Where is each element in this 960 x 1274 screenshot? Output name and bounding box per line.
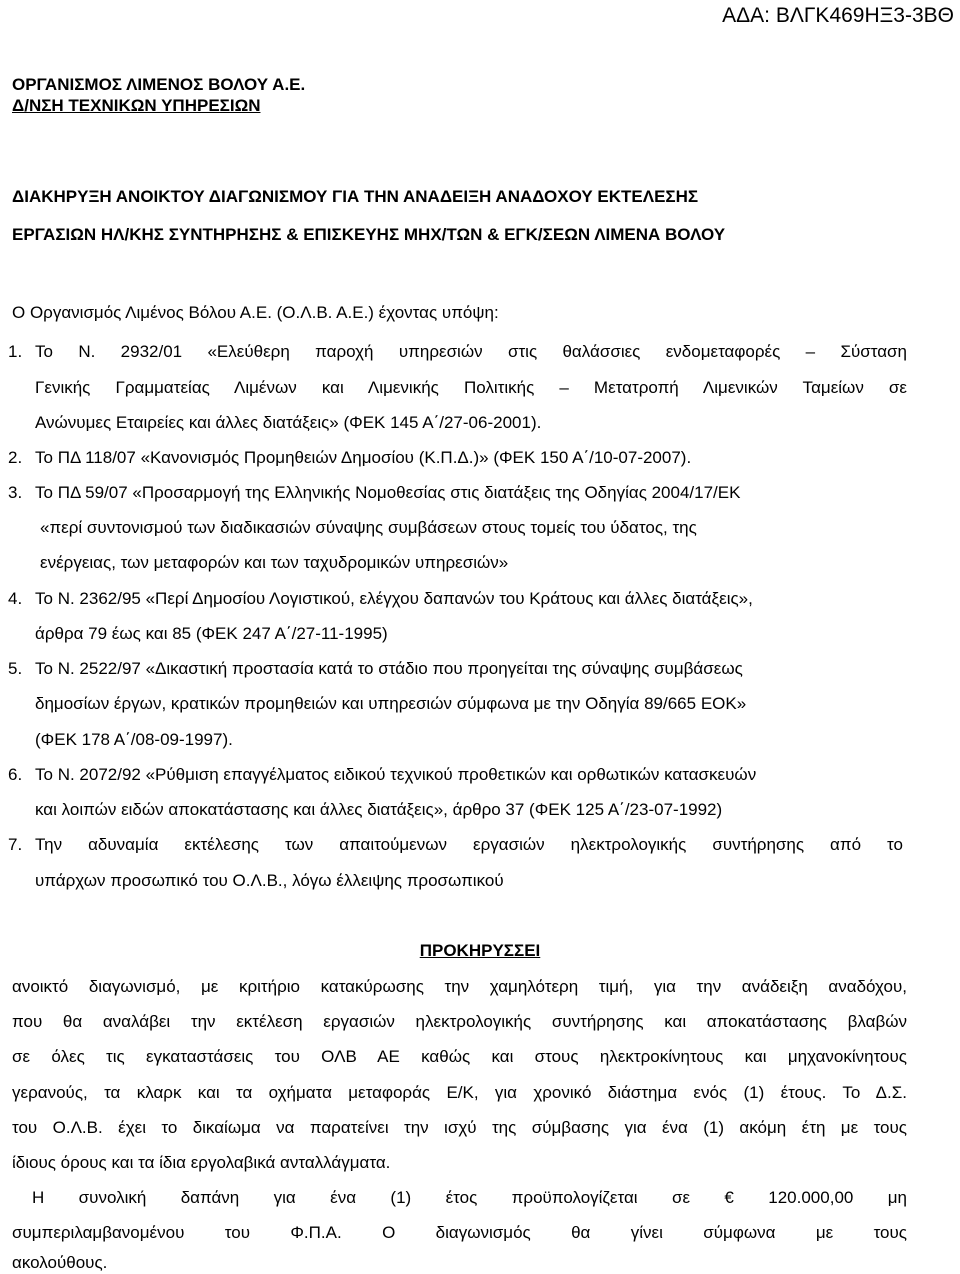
cost-line-2: συμπεριλαμβανομένου του Φ.Π.Α. Ο διαγωνισμός θα γίνει σύμφωνα με τους	[12, 1223, 907, 1242]
intro-text: Ο Οργανισμός Λιμένος Βόλου Α.Ε. (Ο.Λ.Β. Α.Ε.) έχοντας υπόψη:	[12, 303, 499, 322]
proclaims-heading: ΠΡΟΚΗΡΥΣΣΕΙ	[419, 941, 541, 960]
item-3-line-1: Το ΠΔ 59/07 «Προσαρμογή της Ελληνικής Νομοθεσίας στις διατάξεις της Οδηγίας 2004/17/ΕΚ	[35, 483, 741, 502]
item-number: 2.	[8, 448, 23, 467]
item-5-line-3: (ΦΕΚ 178 Α΄/08-09-1997).	[35, 730, 233, 749]
department-name: Δ/ΝΣΗ ΤΕΧΝΙΚΩΝ ΥΠΗΡΕΣΙΩΝ	[12, 96, 261, 115]
item-6-line-2: και λοιπών ειδών αποκατάστασης και άλλες διατάξεις», άρθρο 37 (ΦΕΚ 125 Α΄/23-07-1992)	[35, 800, 723, 819]
item-7-line-1: Την αδυναμία εκτέλεσης των απαιτούμενων εργασιών ηλεκτρολογικής συντήρησης από το	[35, 835, 903, 854]
item-7-line-2: υπάρχων προσωπικό του Ο.Λ.Β., λόγω έλλειψης προσωπικού	[35, 871, 504, 890]
item-number: 4.	[8, 589, 23, 608]
item-number: 7.	[8, 835, 23, 854]
body-line-1: ανοικτό διαγωνισμό, με κριτήριο κατακύρωσης την χαμηλότερη τιμή, για την ανάδειξη αναδόχου,	[12, 977, 907, 996]
item-number: 1.	[8, 342, 23, 361]
body-line-6: ίδιους όρους και τα ίδια εργολαβικά ανταλλάγματα.	[12, 1153, 391, 1172]
cost-line-1: Η συνολική δαπάνη για ένα (1) έτος προϋπολογίζεται σε € 120.000,00 μη	[32, 1188, 907, 1207]
organization-name: ΟΡΓΑΝΙΣΜΟΣ ΛΙΜΕΝΟΣ ΒΟΛΟΥ Α.Ε.	[12, 75, 306, 94]
item-5-line-2: δημοσίων έργων, κρατικών προμηθειών και υπηρεσιών σύμφωνα με την Οδηγία 89/665 ΕΟΚ»	[35, 694, 747, 713]
item-number: 5.	[8, 659, 23, 678]
title-line-2: ΕΡΓΑΣΙΩΝ ΗΛ/ΚΗΣ ΣΥΝΤΗΡΗΣΗΣ & ΕΠΙΣΚΕΥΗΣ ΜΗΧ/ΤΩΝ & ΕΓΚ/ΣΕΩΝ ΛΙΜΕΝΑ ΒΟΛΟΥ	[12, 225, 726, 244]
item-5-line-1: Το Ν. 2522/97 «Δικαστική προστασία κατά το στάδιο που προηγείται της σύναψης συμβάσεως	[35, 659, 743, 678]
item-2-line-1: Το ΠΔ 118/07 «Κανονισμός Προμηθειών Δημοσίου (Κ.Π.Δ.)» (ΦΕΚ 150 Α΄/10-07-2007).	[35, 448, 692, 467]
body-line-5: του Ο.Λ.Β. έχει το δικαίωμα να παρατείνει την ισχύ της σύμβασης για ένα (1) ακόμη έτη με τους	[12, 1118, 907, 1137]
item-6-line-1: Το Ν. 2072/92 «Ρύθμιση επαγγέλματος ειδικού τεχνικού προθετικών και ορθωτικών κατασκευών	[35, 765, 757, 784]
body-line-3: σε όλες τις εγκαταστάσεις του ΟΛΒ ΑΕ καθώς και στους ηλεκτροκίνητους και μηχανοκίνητους	[12, 1047, 907, 1066]
ada-code: ΑΔΑ: ΒΛΓΚ469ΗΞ3-3ΒΘ	[722, 4, 954, 27]
cost-line-3: ακολούθους.	[12, 1253, 108, 1272]
item-4-line-1: Το Ν. 2362/95 «Περί Δημοσίου Λογιστικού, ελέγχου δαπανών του Κράτους και άλλες διατάξεις»,	[35, 589, 753, 608]
item-3-line-2: «περί συντονισμού των διαδικασιών σύναψης συμβάσεων στους τομείς του ύδατος, της	[40, 518, 697, 537]
title-line-1: ΔΙΑΚΗΡΥΞΗ ΑΝΟΙΚΤΟΥ ΔΙΑΓΩΝΙΣΜΟΥ ΓΙΑ ΤΗΝ ΑΝΑΔΕΙΞΗ ΑΝΑΔΟΧΟΥ ΕΚΤΕΛΕΣΗΣ	[12, 187, 699, 206]
body-line-4: γερανούς, τα κλαρκ και τα οχήματα μεταφοράς Ε/Κ, για χρονικό διάστημα ενός (1) έτους. Το Δ.Σ.	[12, 1083, 907, 1102]
body-line-2: που θα αναλάβει την εκτέλεση εργασιών ηλεκτρολογικής συντήρησης και αποκατάστασης βλαβών	[12, 1012, 907, 1031]
item-number: 3.	[8, 483, 23, 502]
item-number: 6.	[8, 765, 23, 784]
item-1-line-1: Το Ν. 2932/01 «Ελεύθερη παροχή υπηρεσιών στις θαλάσσιες ενδομεταφορές – Σύσταση	[35, 342, 907, 361]
item-1-line-3: Ανώνυμες Εταιρείες και άλλες διατάξεις» (ΦΕΚ 145 Α΄/27-06-2001).	[35, 413, 542, 432]
item-4-line-2: άρθρα 79 έως και 85 (ΦΕΚ 247 Α΄/27-11-1995)	[35, 624, 388, 643]
item-1-line-2: Γενικής Γραμματείας Λιμένων και Λιμενικής Πολιτικής – Μετατροπή Λιμενικών Ταμείων σε	[35, 378, 907, 397]
item-3-line-3: ενέργειας, των μεταφορών και των ταχυδρομικών υπηρεσιών»	[40, 553, 509, 572]
